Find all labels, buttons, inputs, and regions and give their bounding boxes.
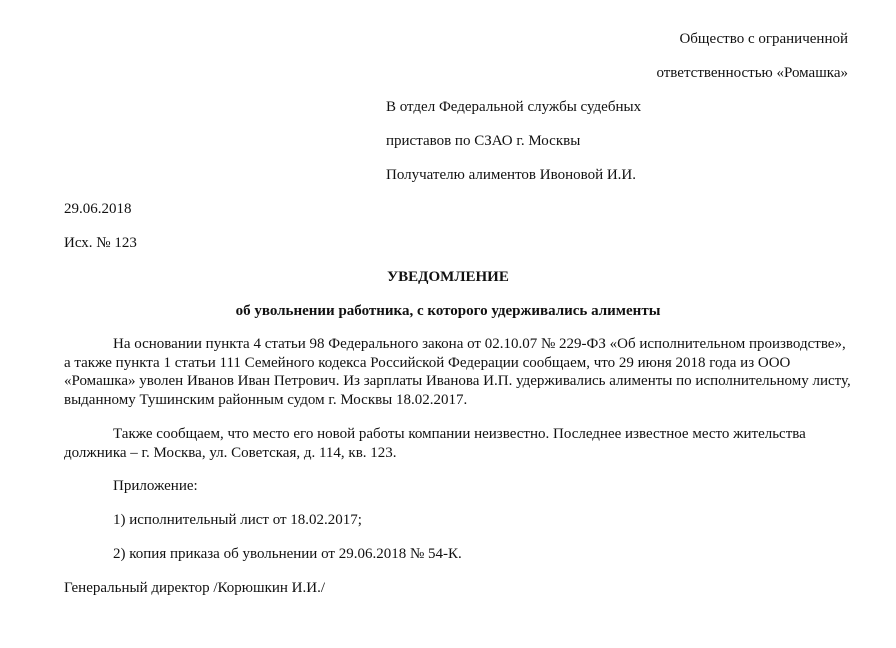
attachment-item-1: 1) исполнительный лист от 18.02.2017; xyxy=(113,512,362,528)
sender-name-line-2: ответственностью «Ромашка» xyxy=(656,65,848,81)
outgoing-number: Исх. № 123 xyxy=(64,235,137,251)
document-subtitle: об увольнении работника, с которого удерживались алименты xyxy=(235,303,661,319)
attachment-item-2: 2) копия приказа об увольнении от 29.06.2018 № 54-К. xyxy=(113,546,462,562)
body-paragraph-1: На основании пункта 4 статьи 98 Федерального закона от 02.10.07 № 229-ФЗ «Об исполнительном производстве», а также пункта 1 статьи 111 Семейного кодекса Российской Федерации сообщаем, что 29 июня 2018 года из ООО «Ромашка» уволен Иванов Иван Петрович. Из зарплаты Иванова И.П. удерживались алименты по исполнительному листу, выданному Тушинским районным судом г. Москвы 18.02.2017. xyxy=(64,336,851,408)
signature-line: Генеральный директор /Корюшкин И.И./ xyxy=(64,580,325,596)
attachments-heading: Приложение: xyxy=(113,478,198,494)
addressee-line-2: приставов по СЗАО г. Москвы xyxy=(386,133,581,149)
document-title: УВЕДОМЛЕНИЕ xyxy=(387,269,509,285)
document-date: 29.06.2018 xyxy=(64,201,132,217)
sender-name-line-1: Общество с ограниченной xyxy=(679,31,848,47)
addressee-line-3: Получателю алиментов Ивоновой И.И. xyxy=(386,167,637,183)
body-paragraph-2: Также сообщаем, что место его новой работы компании неизвестно. Последнее известное место жительства должника – г. Москва, ул. Советская, д. 114, кв. 123. xyxy=(64,426,806,461)
addressee-line-1: В отдел Федеральной службы судебных xyxy=(386,99,642,115)
